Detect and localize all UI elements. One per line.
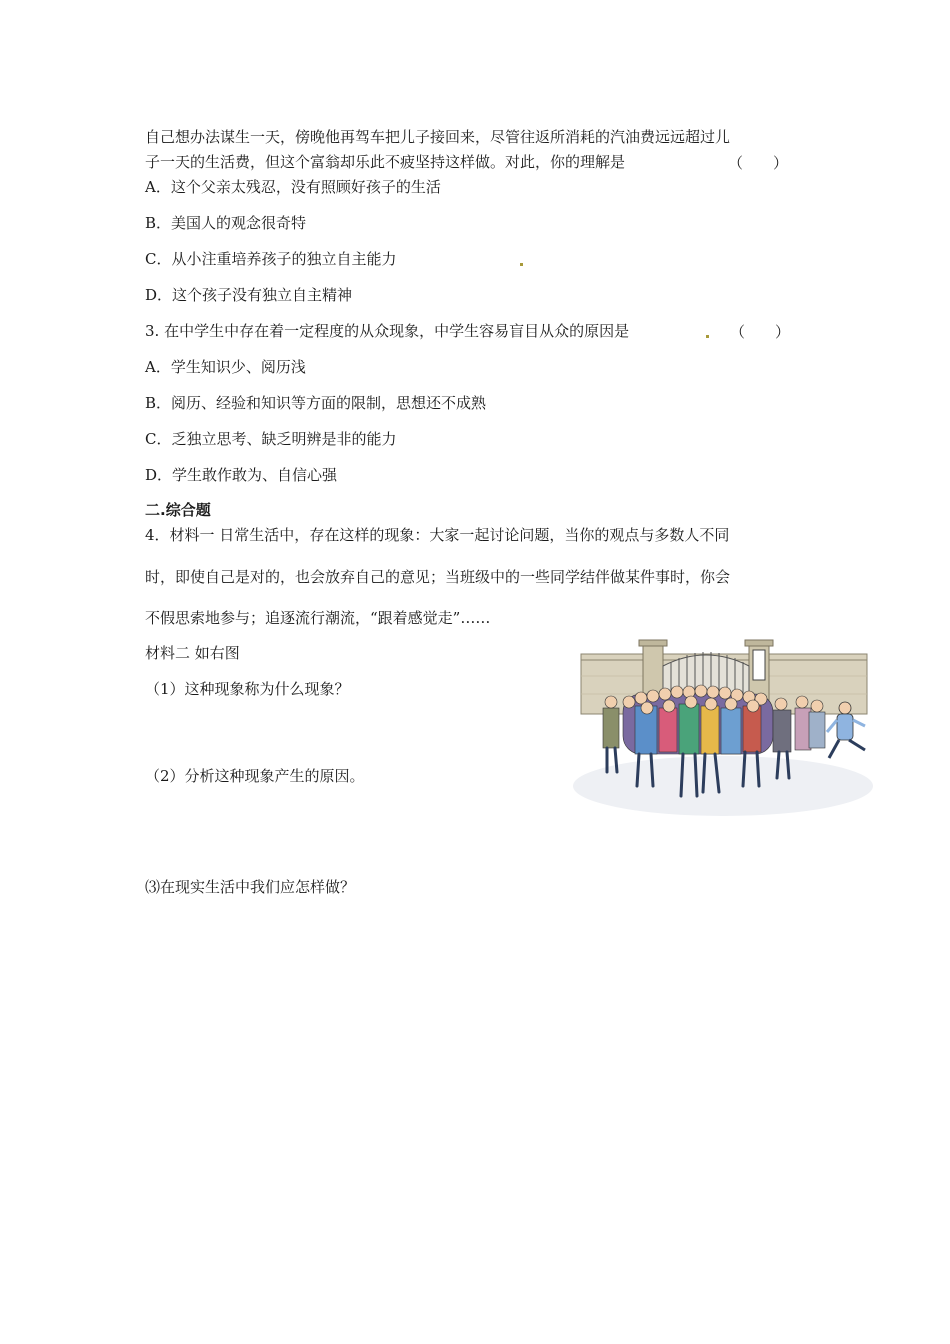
q2-option-b: B．美国人的观念很奇特	[145, 214, 307, 232]
q3-option-a: A．学生知识少、阅历浅	[145, 358, 306, 376]
q3-option-c: C．乏独立思考、缺乏明辨是非的能力	[145, 430, 397, 448]
crowd-at-gate-illustration	[573, 636, 875, 816]
q3-option-b: B．阅历、经验和知识等方面的限制，思想还不成熟	[145, 394, 487, 412]
q2-option-c: C．从小注重培养孩子的独立自主能力	[145, 250, 397, 268]
q2-option-d: D．这个孩子没有独立自主精神	[145, 286, 353, 304]
material1-line2: 时，即使自己是对的，也会放弃自己的意见；当班级中的一些同学结伴做某件事时，你会	[145, 568, 731, 586]
q2-stem-line1: 自己想办法谋生一天，傍晚他再驾车把儿子接回来，尽管往返所消耗的汽油费远远超过儿	[145, 128, 731, 146]
stray-dot	[706, 335, 709, 338]
q2-option-a: A．这个父亲太残忍，没有照顾好孩子的生活	[145, 178, 441, 196]
material1-line3: 不假思索地参与；追逐流行潮流，“跟着感觉走”……	[145, 609, 491, 627]
material1-line1: 4．材料一 日常生活中，存在这样的现象：大家一起讨论问题，当你的观点与多数人不同	[145, 526, 730, 544]
stray-dot	[520, 263, 523, 266]
q2-answer-paren: （ ）	[728, 154, 789, 172]
q3-option-d: D．学生敢作敢为、自信心强	[145, 466, 338, 484]
material2-label: 材料二 如右图	[145, 644, 240, 662]
section-heading: 二.综合题	[145, 501, 211, 519]
sub-question-3: ⑶在现实生活中我们应怎样做？	[145, 878, 356, 896]
q2-stem-line2: 子一天的生活费，但这个富翁却乐此不疲坚持这样做。对此，你的理解是	[145, 153, 626, 171]
q3-stem: 3. 在中学生中存在着一定程度的从众现象，中学生容易盲目从众的原因是	[145, 322, 630, 340]
q3-answer-paren: （ ）	[730, 323, 791, 341]
sub-question-2: （2）分析这种现象产生的原因。	[145, 767, 365, 785]
sub-question-1: （1）这种现象称为什么现象？	[145, 680, 350, 698]
